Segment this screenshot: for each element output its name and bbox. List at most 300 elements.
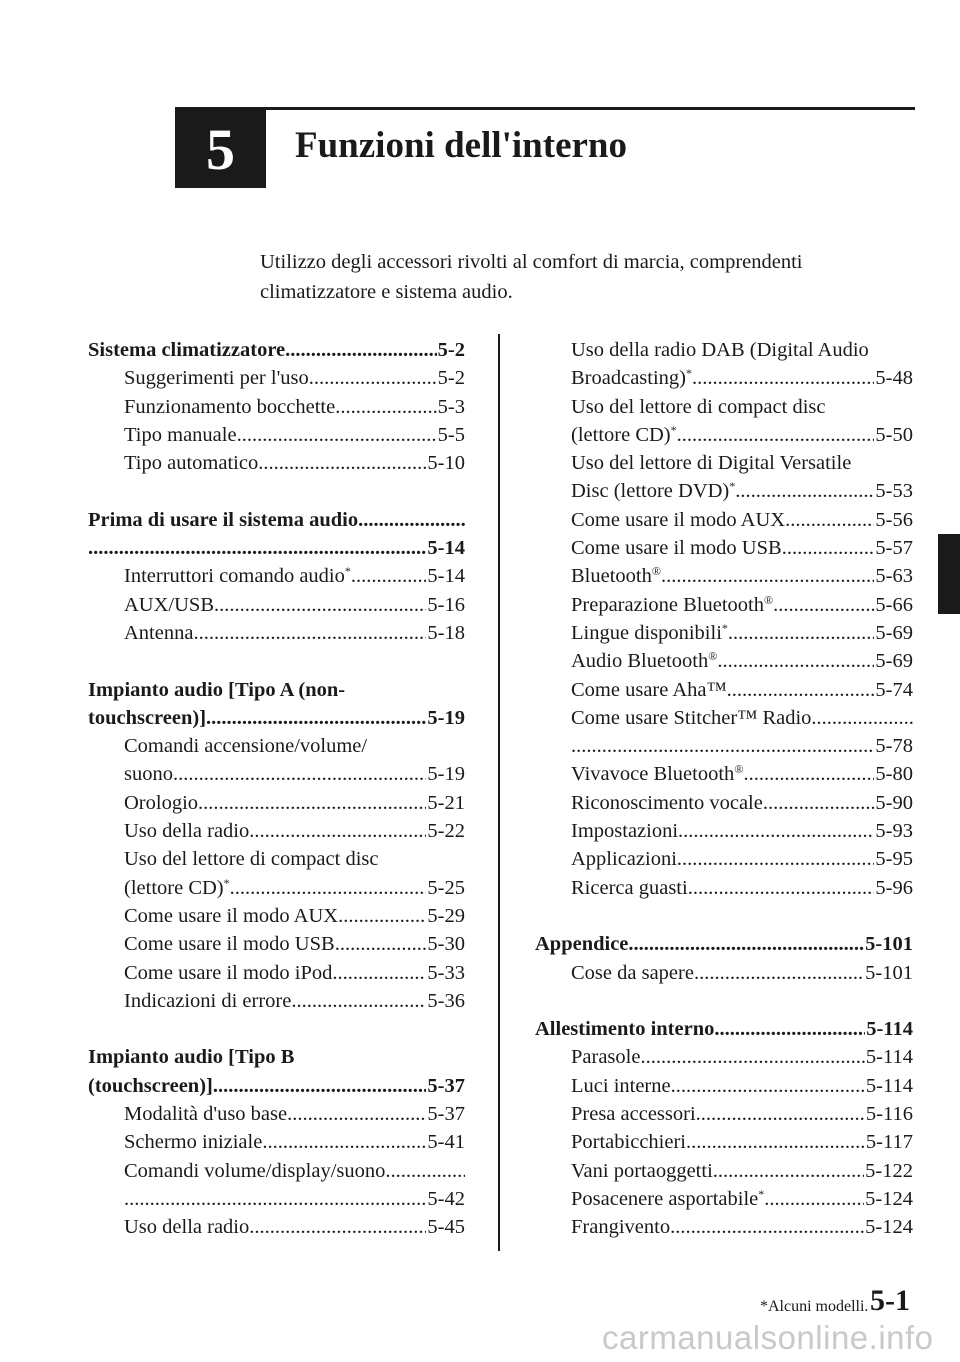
toc-entry-mark: ® [734, 762, 744, 777]
toc-entry-title [571, 393, 825, 421]
toc-entry[interactable] [88, 1100, 465, 1128]
toc-entry-title [124, 930, 335, 958]
toc-entry-page: 5-19 [427, 706, 465, 729]
toc-entry-title [124, 562, 351, 590]
toc-entry-title-text: Indicazioni di errore [124, 989, 292, 1012]
toc-entry-title [124, 789, 198, 817]
toc-entry-title [571, 477, 735, 505]
toc-entry-page: 5-116 [865, 1103, 913, 1126]
dot-leader [173, 760, 426, 788]
chapter-header-rule [175, 107, 915, 110]
toc-entry-title-text: (touchscreen)] [88, 1074, 213, 1097]
toc-entry-title-text: Lingue disponibili [571, 621, 722, 644]
toc-entry-page: 5-90 [875, 791, 913, 814]
toc-entry-page: 5-48 [875, 367, 913, 390]
toc-entry[interactable] [535, 676, 913, 704]
toc-entry-page: 5-18 [427, 621, 465, 644]
toc-entry-title-text: Presa accessori [571, 1103, 696, 1126]
toc-entry-page: 5-16 [427, 593, 465, 616]
toc-entry-page: 5-36 [427, 989, 465, 1012]
dot-leader [735, 477, 874, 505]
toc-entry-title-text: Riconoscimento vocale [571, 791, 763, 814]
toc-spacer [535, 987, 913, 1015]
toc-section-entry[interactable] [535, 930, 913, 958]
dot-leader [773, 591, 874, 619]
dot-leader [678, 817, 874, 845]
chapter-title: Funzioni dell'interno [295, 125, 628, 166]
toc-entry-title [571, 421, 677, 449]
toc-entry-title [571, 676, 727, 704]
dot-leader [785, 506, 874, 534]
toc-entry-title [571, 1157, 713, 1185]
toc-entry[interactable] [535, 393, 913, 421]
toc-entry-title [124, 817, 249, 845]
toc-entry[interactable] [535, 336, 913, 364]
toc-entry[interactable] [535, 534, 913, 562]
dot-leader [124, 1185, 426, 1213]
toc-entry-title-text: Funzionamento bocchette [124, 395, 336, 418]
toc-entry-page: 5-3 [437, 395, 465, 418]
toc-entry-mark: * [344, 564, 351, 579]
toc-entry[interactable] [535, 477, 913, 505]
toc-entry-title-text: Come usare Stitcher™ Radio [571, 706, 812, 729]
dot-leader [206, 704, 426, 732]
toc-entry[interactable] [535, 591, 913, 619]
dot-leader [782, 534, 875, 562]
toc-entry-title [535, 1015, 714, 1043]
toc-entry-page: 5-66 [875, 593, 913, 616]
toc-entry-title [571, 506, 785, 534]
toc-section-entry[interactable] [88, 1072, 465, 1100]
toc-entry-title [571, 1043, 640, 1071]
dot-leader [237, 421, 437, 449]
toc-entry-page: 5-114 [865, 1074, 913, 1097]
toc-entry-mark: * [670, 422, 677, 437]
toc-entry-mark: * [721, 620, 728, 635]
toc-entry-page: 5-42 [427, 1187, 465, 1210]
toc-entry[interactable] [535, 1100, 913, 1128]
toc-entry-title [571, 591, 773, 619]
toc-entry-title-text: Sistema climatizzatore [88, 339, 286, 361]
toc-entry-title [571, 1100, 696, 1128]
toc-entry-page: 5-114 [866, 1018, 913, 1041]
toc-entry-title-text: Parasole [571, 1046, 641, 1069]
toc-section-entry[interactable] [88, 534, 465, 562]
toc-entry-title [88, 1072, 213, 1100]
toc-entry-title [124, 619, 193, 647]
dot-leader [692, 364, 874, 392]
dot-leader [677, 845, 875, 873]
toc-entry-title-text: Impianto audio [Tipo A (non- [88, 678, 346, 701]
toc-entry-title-text: Tipo manuale [124, 423, 237, 446]
toc-entry-page: 5-101 [865, 961, 913, 984]
page-number: 5-1 [870, 1284, 910, 1317]
dot-leader [338, 902, 426, 930]
toc-entry-title [571, 874, 688, 902]
toc-entry-title-text: (lettore CD) [571, 423, 671, 446]
toc-entry-title-text: Comandi volume/display/suono [124, 1159, 386, 1182]
toc-entry-title [124, 421, 237, 449]
toc-entry-title [88, 336, 285, 364]
toc-entry-page: 5-2 [437, 339, 465, 361]
dot-leader [385, 1157, 465, 1185]
toc-entry-title-text: Broadcasting) [571, 367, 686, 390]
toc-entry[interactable] [88, 874, 465, 902]
toc-entry-title-text: Vivavoce Bluetooth [571, 763, 735, 786]
toc-entry-title-text: AUX/USB [124, 593, 214, 616]
toc-entry-page: 5-25 [427, 876, 465, 899]
dot-leader [714, 1015, 865, 1043]
toc-entry-title-text: Modalità d'uso base [124, 1103, 288, 1126]
toc-spacer [88, 647, 465, 675]
toc-entry-page: 5-124 [865, 1216, 913, 1239]
dot-leader [335, 930, 427, 958]
dot-leader [686, 1128, 865, 1156]
dot-leader [88, 534, 426, 562]
toc-entry[interactable] [535, 704, 913, 732]
toc-entry-page: 5-69 [875, 650, 913, 673]
dot-leader [213, 1072, 427, 1100]
toc-entry-title [124, 845, 378, 873]
dot-leader [230, 874, 427, 902]
toc-entry-title [571, 336, 869, 364]
toc-entry[interactable] [535, 562, 913, 590]
toc-entry-title-text: Uso del lettore di Digital Versatile [571, 452, 852, 475]
toc-entry[interactable] [535, 732, 913, 760]
toc-entry-title [571, 534, 782, 562]
dot-leader [249, 1213, 426, 1241]
toc-entry-page: 5-30 [427, 933, 465, 956]
toc-entry-page: 5-22 [427, 820, 465, 843]
toc-entry-page: 5-80 [875, 763, 913, 786]
toc-entry-title-text: Disc (lettore DVD) [571, 480, 730, 503]
toc-entry[interactable] [535, 1072, 913, 1100]
toc-entry-title [571, 449, 851, 477]
dot-leader [696, 1100, 865, 1128]
toc-entry-page: 5-57 [875, 537, 913, 560]
toc-entry-title [124, 987, 291, 1015]
toc-entry-title-text: Applicazioni [571, 848, 677, 871]
toc-entry[interactable] [88, 1128, 465, 1156]
dot-leader [640, 1043, 864, 1071]
dot-leader [717, 647, 874, 675]
toc-entry-page: 5-69 [875, 621, 913, 644]
toc-entry[interactable] [88, 619, 465, 647]
toc-entry-title [571, 789, 763, 817]
toc-entry-title-text: Suggerimenti per l'uso [124, 367, 309, 390]
dot-leader [628, 930, 864, 958]
toc-entry-title [124, 732, 367, 760]
toc-entry[interactable] [535, 760, 913, 788]
intro-line: climatizzatore e sistema audio. [260, 281, 513, 303]
dot-leader [763, 789, 875, 817]
intro-line: Utilizzo degli accessori rivolti al comfort di marcia, comprendenti [260, 251, 803, 273]
toc-entry-title [124, 874, 230, 902]
toc-entry-page: 5-93 [875, 820, 913, 843]
toc-entry-title-text: Orologio [124, 791, 199, 814]
toc-spacer [88, 477, 465, 505]
toc-entry-page: 5-19 [427, 763, 465, 786]
toc-entry-page: 5-78 [875, 735, 913, 758]
toc-entry[interactable] [88, 789, 465, 817]
toc-entry-title-text: Audio Bluetooth [571, 650, 709, 673]
toc-entry[interactable] [88, 732, 465, 760]
toc-entry-page: 5-29 [427, 904, 465, 927]
toc-entry-title [124, 449, 258, 477]
toc-entry-title-text: Come usare il modo iPod [124, 961, 333, 984]
toc-entry[interactable] [535, 1185, 913, 1213]
toc-section-entry[interactable] [88, 1043, 465, 1071]
dot-leader [688, 874, 875, 902]
toc-entry[interactable] [88, 1185, 465, 1213]
toc-entry-title [124, 591, 214, 619]
dot-leader [358, 506, 465, 534]
dot-leader [258, 449, 426, 477]
toc-entry[interactable] [88, 845, 465, 873]
toc-entry-page: 5-96 [875, 876, 913, 899]
dot-leader [291, 987, 426, 1015]
dot-leader [728, 619, 875, 647]
toc-entry-mark: * [223, 875, 230, 890]
chapter-intro [260, 247, 900, 307]
toc-entry-title-text: Bluetooth [571, 565, 652, 588]
toc-entry-title-text: suono [124, 763, 173, 786]
toc-entry-title-text: Impianto audio [Tipo B [88, 1046, 295, 1069]
toc-section-entry[interactable] [88, 336, 465, 364]
toc-entry-title [124, 760, 173, 788]
dot-leader [571, 732, 874, 760]
toc-entry-title [124, 1213, 249, 1241]
toc-entry-title-text: Interruttori comando audio [124, 565, 345, 588]
toc-spacer [88, 1015, 465, 1043]
dot-leader [332, 959, 426, 987]
dot-leader [694, 959, 864, 987]
toc-entry[interactable] [535, 845, 913, 873]
toc-entry-page: 5-117 [865, 1131, 913, 1154]
toc-entry-page: 5-41 [427, 1131, 465, 1154]
toc-entry[interactable] [535, 421, 913, 449]
toc-entry-title [571, 1128, 686, 1156]
toc-entry-mark: * [758, 1186, 765, 1201]
toc-entry[interactable] [88, 959, 465, 987]
toc-entry-page: 5-37 [427, 1103, 465, 1126]
footnote: *Alcuni modelli. [760, 1298, 869, 1315]
toc-entry-page: 5-10 [427, 452, 465, 475]
toc-entry-title-text: Come usare il modo USB [571, 537, 782, 560]
toc-entry[interactable] [88, 902, 465, 930]
toc-entry-title-text: Appendice [535, 933, 629, 956]
chapter-side-tab [938, 534, 960, 614]
toc-entry[interactable] [535, 506, 913, 534]
toc-entry-title-text: Vani portaoggetti [571, 1159, 713, 1182]
toc-entry[interactable] [88, 364, 465, 392]
toc-spacer [535, 902, 913, 930]
toc-entry-title-text: Frangivento [571, 1216, 671, 1239]
dot-leader [262, 1128, 426, 1156]
toc-entry-title [88, 676, 345, 704]
dot-leader [351, 562, 427, 590]
toc-entry-title-text: Schermo iniziale [124, 1131, 263, 1154]
toc-entry[interactable] [535, 874, 913, 902]
toc-entry-page: 5-14 [427, 565, 465, 588]
toc-entry[interactable] [88, 393, 465, 421]
toc-entry-title [571, 1185, 764, 1213]
toc-entry-title [571, 619, 728, 647]
toc-entry[interactable] [535, 1043, 913, 1071]
toc-entry-title [124, 1128, 262, 1156]
toc-entry-title-text: Come usare il modo USB [124, 933, 335, 956]
dot-leader [285, 336, 437, 364]
toc-entry-page: 5-14 [427, 537, 465, 560]
toc-entry-page: 5-53 [875, 480, 913, 503]
toc-entry[interactable] [535, 1213, 913, 1241]
toc-entry-page: 5-5 [437, 423, 465, 446]
toc-entry[interactable] [535, 619, 913, 647]
toc-entry[interactable] [535, 1128, 913, 1156]
toc-entry[interactable] [88, 817, 465, 845]
toc-entry-page: 5-114 [865, 1046, 913, 1069]
dot-leader [713, 1157, 864, 1185]
toc-entry-mark: ® [651, 564, 661, 579]
toc-entry-page: 5-101 [865, 933, 913, 956]
toc-entry-title-text: (lettore CD) [124, 876, 224, 899]
toc-entry-page: 5-2 [437, 367, 465, 390]
toc-entry[interactable] [535, 364, 913, 392]
toc-entry-title [571, 817, 678, 845]
toc-section-entry[interactable] [535, 1015, 913, 1043]
toc-entry-title-text: Prima di usare il sistema audio [88, 508, 359, 531]
toc-entry[interactable] [88, 1213, 465, 1241]
toc-entry-title [124, 364, 309, 392]
toc-entry-page: 5-33 [427, 961, 465, 984]
dot-leader [309, 364, 437, 392]
toc-entry-title-text: Uso della radio [124, 1216, 250, 1239]
dot-leader [677, 421, 875, 449]
toc-entry[interactable] [535, 449, 913, 477]
toc-entry-title [124, 1100, 287, 1128]
toc-right-column [535, 336, 913, 1242]
toc-entry-title [88, 704, 206, 732]
toc-section-entry[interactable] [88, 506, 465, 534]
toc-entry-title [571, 1213, 670, 1241]
toc-entry-title-text: Allestimento interno [535, 1018, 715, 1041]
toc-entry-title-text: Tipo automatico [124, 452, 259, 475]
dot-leader [335, 393, 436, 421]
column-divider [498, 334, 500, 1251]
toc-entry-title-text: Portabicchieri [571, 1131, 686, 1154]
toc-entry[interactable] [88, 449, 465, 477]
toc-entry-title-text: Impostazioni [571, 820, 679, 843]
toc-entry-title-text: Cose da sapere [571, 961, 694, 984]
toc-entry-page: 5-37 [427, 1074, 465, 1097]
dot-leader [727, 676, 875, 704]
dot-leader [193, 619, 426, 647]
toc-section-entry[interactable] [88, 704, 465, 732]
dot-leader [743, 760, 874, 788]
toc-entry-title [571, 959, 694, 987]
dot-leader [287, 1100, 426, 1128]
toc-entry[interactable] [88, 930, 465, 958]
dot-leader [764, 1185, 864, 1213]
toc-entry-page: 5-45 [427, 1216, 465, 1239]
toc-entry-page: 5-50 [875, 423, 913, 446]
toc-entry-title [88, 506, 358, 534]
toc-entry-title-text: Uso del lettore di compact disc [124, 848, 379, 871]
toc-entry[interactable] [88, 562, 465, 590]
toc-entry-title-text: Luci interne [571, 1074, 671, 1097]
watermark: carmanualsonline.info [602, 1319, 934, 1356]
toc-entry-title [571, 1072, 671, 1100]
toc-entry-title-text: Ricerca guasti [571, 876, 688, 899]
toc-entry-title-text: Comandi accensione/volume/ [124, 735, 368, 758]
dot-leader [661, 562, 874, 590]
dot-leader [198, 789, 426, 817]
toc-entry-page: 5-124 [865, 1187, 913, 1210]
toc-entry-title-text: Uso della radio [124, 820, 250, 843]
toc-entry-mark: * [686, 366, 692, 381]
toc-entry[interactable] [88, 421, 465, 449]
toc-entry[interactable] [535, 1157, 913, 1185]
toc-entry[interactable] [535, 817, 913, 845]
toc-entry-title [535, 930, 628, 958]
toc-entry-title [571, 364, 692, 392]
toc-entry-title [571, 704, 811, 732]
toc-entry[interactable] [88, 987, 465, 1015]
toc-entry-title-text: Come usare il modo AUX [124, 904, 339, 927]
toc-entry-title [571, 845, 677, 873]
toc-entry-mark: ® [708, 649, 718, 664]
toc-entry-page: 5-74 [875, 678, 913, 701]
toc-entry-title-text: Come usare Aha™ [571, 678, 727, 701]
toc-entry-mark: ® [763, 592, 774, 607]
toc-entry-title [571, 760, 743, 788]
dot-leader [811, 704, 913, 732]
toc-entry[interactable] [535, 789, 913, 817]
toc-entry[interactable] [535, 959, 913, 987]
toc-entry-title-text: Antenna [124, 621, 194, 644]
toc-entry[interactable] [88, 1157, 465, 1185]
toc-entry[interactable] [88, 591, 465, 619]
toc-entry-title [571, 647, 717, 675]
toc-entry-page: 5-122 [865, 1159, 913, 1182]
toc-entry[interactable] [88, 760, 465, 788]
toc-entry-title [124, 959, 332, 987]
dot-leader [249, 817, 426, 845]
toc-section-entry[interactable] [88, 676, 465, 704]
dot-leader [670, 1213, 864, 1241]
chapter-number-badge: 5 [175, 110, 266, 188]
toc-entry-title [124, 393, 335, 421]
toc-entry-title-text: Uso del lettore di compact disc [571, 395, 826, 418]
toc-entry-page: 5-63 [875, 565, 913, 588]
toc-entry-title-text: touchscreen)] [88, 706, 207, 729]
toc-entry-page: 5-21 [427, 791, 465, 814]
toc-entry-title [124, 1157, 385, 1185]
toc-entry-title-text: Uso della radio DAB (Digital Audio [571, 339, 869, 361]
dot-leader [671, 1072, 865, 1100]
toc-entry-title-text: Posacenere asportabile [571, 1187, 759, 1210]
toc-entry-mark: * [729, 479, 736, 494]
toc-entry-title [88, 1043, 294, 1071]
toc-entry-title-text: Come usare il modo AUX [571, 508, 786, 531]
toc-entry-title [124, 902, 338, 930]
toc-entry[interactable] [535, 647, 913, 675]
toc-entry-title-text: Preparazione Bluetooth [571, 593, 764, 616]
dot-leader [214, 591, 426, 619]
toc-left-column [88, 336, 465, 1242]
toc-entry-title [571, 562, 661, 590]
toc-entry-page: 5-56 [875, 508, 913, 531]
